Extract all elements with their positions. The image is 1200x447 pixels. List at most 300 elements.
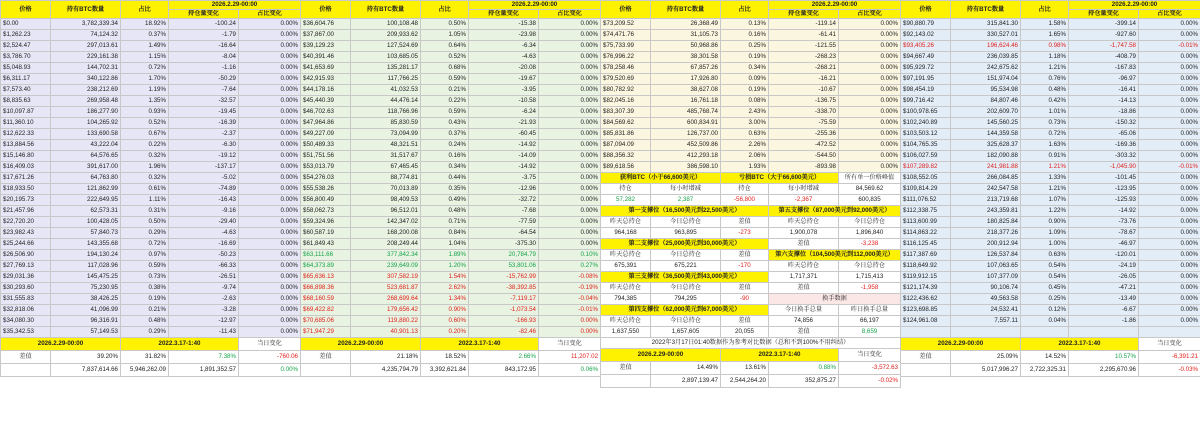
table-cell: 0.00% — [539, 173, 601, 184]
table-cell: $64,373.89 — [301, 261, 351, 272]
table-cell: -50.23 — [169, 250, 239, 261]
table-cell: -3.28 — [169, 305, 239, 316]
table-cell: -544.50 — [769, 151, 839, 162]
table-cell: 1.04% — [421, 239, 469, 250]
table-cell: 0.44% — [421, 173, 469, 184]
table-cell: 1.18% — [1021, 52, 1069, 63]
table-cell: 73,094.99 — [351, 129, 421, 140]
table-cell: 40,901.13 — [351, 327, 421, 338]
summary-cell: 差值 — [769, 327, 839, 338]
table-cell: $17,671.26 — [1, 173, 51, 184]
table-cell: -46.97 — [1069, 239, 1139, 250]
table-cell: 0.00% — [239, 305, 301, 316]
table-cell: 53,801.06 — [469, 261, 539, 272]
table-cell: $44,178.16 — [301, 85, 351, 96]
table-cell: 0.00% — [239, 206, 301, 217]
table-cell: 50,968.86 — [651, 41, 721, 52]
table-cell: $114,863.22 — [901, 228, 951, 239]
table-cell: 64,763.80 — [51, 173, 121, 184]
footer-value: 14.52% — [1021, 351, 1069, 364]
table-cell: 85,830.59 — [351, 118, 421, 129]
table-cell: 168,200.08 — [351, 228, 421, 239]
summary-cell: 794,295 — [651, 294, 721, 305]
footer-date-now: 2026.2.29-00:00 — [301, 338, 421, 351]
table-cell: -9.16 — [169, 206, 239, 217]
footer-day-change: 当日变化 — [839, 349, 901, 362]
table-cell: -167.83 — [1069, 63, 1139, 74]
footer-value: 21.18% — [351, 351, 421, 364]
table-cell: 1.33% — [1021, 173, 1069, 184]
table-cell: $121,174.39 — [901, 283, 951, 294]
table-cell: 0.00% — [539, 30, 601, 41]
table-cell: 0.00% — [839, 19, 901, 30]
header-pct: 占比 — [1021, 1, 1069, 19]
table-cell: 1.58% — [1021, 19, 1069, 30]
table-cell: -101.45 — [1069, 173, 1139, 184]
empty-cell — [901, 327, 951, 338]
table-cell: 57,840.73 — [51, 228, 121, 239]
table-cell: 0.19% — [121, 294, 169, 305]
table-cell: 2.62% — [421, 283, 469, 294]
footer-value: 7.38% — [169, 351, 239, 364]
table-cell: 218,377.26 — [951, 228, 1021, 239]
footer-value: -6,391.21 — [1139, 351, 1200, 364]
table-cell: 196,624.46 — [951, 41, 1021, 52]
summary-cell: 每小时增减 — [769, 184, 839, 195]
table-cell: $11,360.10 — [1, 118, 51, 129]
table-cell: 0.52% — [121, 118, 169, 129]
summary-cell: 1,896,840 — [839, 228, 901, 239]
table-cell: $40,391.46 — [301, 52, 351, 63]
table-cell: 2.26% — [721, 140, 769, 151]
table-cell: 0.37% — [421, 129, 469, 140]
table-cell: 96,316.91 — [51, 316, 121, 327]
table-cell: 0.16% — [721, 30, 769, 41]
table-cell: 236,039.85 — [951, 52, 1021, 63]
block1-table — [0, 0, 301, 377]
table-cell: 452,509.86 — [651, 140, 721, 151]
table-cell: 0.00% — [1139, 283, 1200, 294]
table-cell: 0.25% — [721, 41, 769, 52]
summary-cell: 794,385 — [601, 294, 651, 305]
table-cell: -15.38 — [469, 19, 539, 30]
footer-value: 2,897,139.47 — [651, 375, 721, 388]
table-cell: 0.00% — [239, 107, 301, 118]
table-cell: 0.00% — [539, 239, 601, 250]
table-cell: 0.34% — [421, 162, 469, 173]
table-cell: -0.01% — [1139, 41, 1200, 52]
table-cell: 0.63% — [1021, 250, 1069, 261]
table-cell: $15,146.80 — [1, 151, 51, 162]
table-cell: 0.90% — [421, 305, 469, 316]
header-change: 持仓量变化 — [1069, 10, 1139, 19]
table-cell: -100.24 — [169, 19, 239, 30]
table-cell: -14.09 — [469, 151, 539, 162]
table-cell: -50.29 — [169, 74, 239, 85]
table-cell: $27,769.13 — [1, 261, 51, 272]
table-cell: 0.00% — [539, 217, 601, 228]
summary-cell: -90 — [721, 294, 769, 305]
table-cell: 1.49% — [121, 41, 169, 52]
table-cell: $55,538.26 — [301, 184, 351, 195]
table-cell: -120.01 — [1069, 250, 1139, 261]
header-date: 2026.2.29-00:00 — [1069, 1, 1200, 10]
table-cell: $90,880.79 — [901, 19, 951, 30]
table-cell: 0.00% — [1139, 195, 1200, 206]
footer-value: 39.20% — [51, 351, 121, 364]
table-cell: 268,699.64 — [351, 294, 421, 305]
support-5-label: 第五支撑位（87,000美元到92,000美元） — [769, 206, 901, 217]
table-cell: 0.00% — [839, 118, 901, 129]
summary-cell: 20,055 — [721, 327, 769, 338]
table-cell: $88,356.32 — [601, 151, 651, 162]
summary-cell: 今日总持仓 — [651, 217, 721, 228]
summary-cell: 66,197 — [839, 316, 901, 327]
table-cell: -14.92 — [1069, 206, 1139, 217]
summary-cell: 964,168 — [601, 228, 651, 239]
table-cell: 0.00% — [539, 52, 601, 63]
table-cell: 0.00% — [839, 52, 901, 63]
table-cell: 0.00% — [1139, 305, 1200, 316]
summary-cell: 昨天总持仓 — [601, 283, 651, 294]
table-cell: -64.54 — [469, 228, 539, 239]
table-cell: 119,880.22 — [351, 316, 421, 327]
table-cell: 0.98% — [1021, 41, 1069, 52]
table-cell: 145,560.25 — [951, 118, 1021, 129]
table-cell: 241,981.88 — [951, 162, 1021, 173]
table-cell: 1.00% — [1021, 239, 1069, 250]
table-cell: 1.21% — [1021, 162, 1069, 173]
footer-value: 7,837,614.66 — [51, 364, 121, 377]
table-cell: -14.13 — [1069, 96, 1139, 107]
turnover-label: 换手数据 — [769, 294, 901, 305]
table-cell: 62,573.31 — [51, 206, 121, 217]
table-cell: $3,786.70 — [1, 52, 51, 63]
footer-value — [601, 375, 651, 388]
table-cell: -66.33 — [169, 261, 239, 272]
table-cell: 127,524.69 — [351, 41, 421, 52]
table-cell: 142,347.02 — [351, 217, 421, 228]
summary-cell: 昨日换手总量 — [839, 305, 901, 316]
block2-table — [300, 0, 601, 377]
table-cell: -169.36 — [1069, 140, 1139, 151]
table-cell: 41,096.99 — [51, 305, 121, 316]
header-pct-change: 占比变化 — [839, 10, 901, 19]
table-cell: 7,557.11 — [951, 316, 1021, 327]
table-cell: 0.00% — [1139, 118, 1200, 129]
footer-value — [901, 364, 951, 377]
table-cell: $124,961.08 — [901, 316, 951, 327]
table-cell: -6.30 — [169, 140, 239, 151]
table-cell: 0.00% — [1139, 52, 1200, 63]
footer-value: -760.06 — [239, 351, 301, 364]
table-cell: -20.08 — [469, 63, 539, 74]
table-cell: $34,080.30 — [1, 316, 51, 327]
table-cell: -77.59 — [469, 217, 539, 228]
footer-date-now: 2026.2.29-00:00 — [601, 349, 721, 362]
table-cell: 0.00% — [839, 41, 901, 52]
table-cell: 0.00% — [539, 151, 601, 162]
footer-value: 31.82% — [121, 351, 169, 364]
summary-cell: 74,856 — [769, 316, 839, 327]
table-cell: 0.20% — [421, 327, 469, 338]
table-cell: -32.72 — [469, 195, 539, 206]
table-cell: $18,933.50 — [1, 184, 51, 195]
table-cell: 0.00% — [539, 74, 601, 85]
table-cell: 135,281.17 — [351, 63, 421, 74]
table-cell: -123.95 — [1069, 184, 1139, 195]
footer-day-change: 当日变化 — [239, 338, 301, 351]
table-cell: $16,409.03 — [1, 162, 51, 173]
table-cell: 41,032.53 — [351, 85, 421, 96]
block4 — [900, 0, 1200, 447]
table-cell: $104,765.35 — [901, 140, 951, 151]
table-cell: 0.72% — [1021, 129, 1069, 140]
table-cell: 1.11% — [121, 195, 169, 206]
table-cell: 0.00% — [239, 52, 301, 63]
table-cell: -24.19 — [1069, 261, 1139, 272]
footer-day-change: 当日变化 — [1139, 338, 1200, 351]
footer-value: 14.49% — [651, 362, 721, 375]
table-cell: -7,119.17 — [469, 294, 539, 305]
block3 — [600, 0, 900, 447]
table-cell: 0.00% — [239, 63, 301, 74]
table-cell: 0.00% — [239, 250, 301, 261]
table-cell: 1.09% — [1021, 228, 1069, 239]
table-cell: 1.20% — [421, 261, 469, 272]
table-cell: $46,702.63 — [301, 107, 351, 118]
table-cell: 1.89% — [421, 250, 469, 261]
header-pct: 占比 — [421, 1, 469, 19]
footer-value: 843,172.95 — [469, 364, 539, 377]
table-cell: 0.29% — [121, 228, 169, 239]
table-cell: 0.00% — [239, 173, 301, 184]
table-cell: 95,534.98 — [951, 85, 1021, 96]
table-cell: -0.08% — [539, 272, 601, 283]
header-change: 持仓量变化 — [169, 10, 239, 19]
table-cell: 0.00% — [839, 140, 901, 151]
table-cell: 0.10% — [539, 250, 601, 261]
table-cell: 117,766.25 — [351, 74, 421, 85]
table-cell: 0.00% — [239, 327, 301, 338]
table-cell: 0.00% — [539, 129, 601, 140]
table-cell: $26,506.90 — [1, 250, 51, 261]
table-cell: -338.70 — [769, 107, 839, 118]
table-cell: 1.35% — [121, 96, 169, 107]
summary-cell: -56,800 — [721, 195, 769, 206]
table-cell: $84,569.62 — [601, 118, 651, 129]
table-cell: $21,457.96 — [1, 206, 51, 217]
table-cell: -472.52 — [769, 140, 839, 151]
loss-btc-label: 亏损BTC（大于66,600美元） — [721, 173, 839, 184]
summary-cell: 600,835 — [839, 195, 901, 206]
table-cell: $6,311.17 — [1, 74, 51, 85]
table-cell: 0.32% — [121, 173, 169, 184]
table-cell: -268.23 — [769, 52, 839, 63]
support-3-label: 第三支撑位（36,500美元到43,000美元） — [601, 272, 769, 283]
table-cell: -9.74 — [169, 283, 239, 294]
table-cell: 377,842.34 — [351, 250, 421, 261]
table-cell: 0.12% — [1021, 305, 1069, 316]
table-cell: 266,084.85 — [951, 173, 1021, 184]
table-cell: 0.90% — [1021, 217, 1069, 228]
table-cell: 16,761.18 — [651, 96, 721, 107]
table-cell: 209,933.62 — [351, 30, 421, 41]
table-cell: 0.21% — [121, 305, 169, 316]
table-cell: 0.97% — [121, 250, 169, 261]
table-cell: 143,355.68 — [51, 239, 121, 250]
table-cell: $98,454.19 — [901, 85, 951, 96]
summary-cell: 675,391 — [601, 261, 651, 272]
table-cell: $20,195.73 — [1, 195, 51, 206]
table-cell: $122,436.62 — [901, 294, 951, 305]
table-cell: 0.16% — [421, 151, 469, 162]
table-cell: -1.86 — [1069, 316, 1139, 327]
table-cell: 0.00% — [539, 316, 601, 327]
table-cell: 1.63% — [1021, 140, 1069, 151]
table-cell: -61.41 — [769, 30, 839, 41]
table-cell: 0.00% — [539, 96, 601, 107]
table-cell: 1.19% — [121, 85, 169, 96]
table-cell: -0.19% — [539, 283, 601, 294]
table-cell: $5,048.93 — [1, 63, 51, 74]
header-date: 2026.2.29-00:00 — [769, 1, 901, 10]
table-cell: 0.72% — [121, 239, 169, 250]
table-cell: -18.86 — [1069, 107, 1139, 118]
summary-cell: 昨天总持仓 — [769, 261, 839, 272]
table-cell: $65,636.13 — [301, 272, 351, 283]
table-cell: -14.92 — [469, 140, 539, 151]
table-cell: 31,517.67 — [351, 151, 421, 162]
table-cell: 144,359.58 — [951, 129, 1021, 140]
summary-cell: 差值 — [721, 217, 769, 228]
table-cell: -96.97 — [1069, 74, 1139, 85]
table-cell: 0.00% — [1139, 239, 1200, 250]
table-cell: -29.40 — [169, 217, 239, 228]
table-cell: $106,027.59 — [901, 151, 951, 162]
table-cell: $73,209.52 — [601, 19, 651, 30]
table-cell: -16.64 — [169, 41, 239, 52]
footer-value: 1,891,352.57 — [169, 364, 239, 377]
table-cell: -1.79 — [169, 30, 239, 41]
footer-value: 2,295,670.96 — [1069, 364, 1139, 377]
table-cell: $70,685.06 — [301, 316, 351, 327]
table-cell: 0.00% — [839, 96, 901, 107]
table-cell: 0.00% — [239, 118, 301, 129]
table-cell: $13,884.56 — [1, 140, 51, 151]
table-cell: 0.00% — [539, 162, 601, 173]
table-cell: -4.63 — [469, 52, 539, 63]
table-cell: $63,111.66 — [301, 250, 351, 261]
empty-cell — [1069, 327, 1139, 338]
table-cell: $53,013.79 — [301, 162, 351, 173]
summary-cell: 57,282 — [601, 195, 651, 206]
summary-cell: 今日换手总量 — [769, 305, 839, 316]
table-cell: $35,342.53 — [1, 327, 51, 338]
table-cell: $113,600.99 — [901, 217, 951, 228]
table-cell: $42,915.93 — [301, 74, 351, 85]
summary-cell: 1,657,605 — [651, 327, 721, 338]
table-cell: 0.00% — [539, 19, 601, 30]
table-cell: 1.34% — [421, 294, 469, 305]
table-cell: 1.05% — [421, 30, 469, 41]
table-cell: 126,737.00 — [651, 129, 721, 140]
table-cell: 0.68% — [421, 63, 469, 74]
footer-value — [301, 364, 351, 377]
table-cell: -4.63 — [169, 228, 239, 239]
table-cell: $60,587.19 — [301, 228, 351, 239]
header-change: 持仓量变化 — [469, 10, 539, 19]
table-cell: -26.51 — [169, 272, 239, 283]
table-cell: -3.75 — [469, 173, 539, 184]
table-cell: 0.00% — [239, 316, 301, 327]
footer-value: 5,017,996.27 — [951, 364, 1021, 377]
table-cell: -82.46 — [469, 327, 539, 338]
summary-cell: 8,659 — [839, 327, 901, 338]
footer-value: 2.66% — [469, 351, 539, 364]
table-cell: 1.21% — [1021, 63, 1069, 74]
table-cell: 0.43% — [421, 118, 469, 129]
table-cell: 118,766.96 — [351, 107, 421, 118]
table-cell: $1,262.23 — [1, 30, 51, 41]
table-cell: 44,476.14 — [351, 96, 421, 107]
table-cell: 0.48% — [421, 206, 469, 217]
table-cell: -14.92 — [469, 162, 539, 173]
table-cell: 49,563.58 — [951, 294, 1021, 305]
table-cell: -13.49 — [1069, 294, 1139, 305]
table-cell: $22,720.20 — [1, 217, 51, 228]
table-cell: 0.00% — [1139, 173, 1200, 184]
table-cell: 100,428.05 — [51, 217, 121, 228]
table-cell: 0.34% — [721, 63, 769, 74]
table-cell: -16.41 — [1069, 85, 1139, 96]
summary-cell: 差值 — [769, 239, 839, 250]
table-cell: 391,617.00 — [51, 162, 121, 173]
table-cell: 0.59% — [121, 261, 169, 272]
table-cell: 0.00% — [1139, 217, 1200, 228]
table-cell: 1.07% — [1021, 195, 1069, 206]
table-cell: $112,338.75 — [901, 206, 951, 217]
table-cell: 104,265.92 — [51, 118, 121, 129]
table-cell: 0.04% — [1021, 316, 1069, 327]
table-cell: 0.00% — [1139, 107, 1200, 118]
table-cell: 0.00% — [839, 74, 901, 85]
summary-cell: 差值 — [769, 283, 839, 294]
table-cell: 0.00% — [1139, 272, 1200, 283]
table-cell: $54,276.03 — [301, 173, 351, 184]
table-cell: 186,277.90 — [51, 107, 121, 118]
footer-value: -3,572.63 — [839, 362, 901, 375]
table-cell: -16.69 — [169, 239, 239, 250]
block3-table — [600, 0, 901, 388]
table-cell: 70,013.89 — [351, 184, 421, 195]
table-cell: 0.00% — [839, 30, 901, 41]
table-cell: 485,768.74 — [651, 107, 721, 118]
summary-cell: 675,221 — [651, 261, 721, 272]
table-cell: 18.92% — [121, 19, 169, 30]
table-cell: 88,774.81 — [351, 173, 421, 184]
table-cell: -12.96 — [469, 184, 539, 195]
table-cell: 600,834.91 — [651, 118, 721, 129]
table-cell: $89,618.56 — [601, 162, 651, 173]
table-cell: $25,244.66 — [1, 239, 51, 250]
table-cell: 0.00% — [239, 19, 301, 30]
summary-cell: 差值 — [721, 316, 769, 327]
table-cell: 0.00% — [239, 239, 301, 250]
table-cell: -0.01% — [1139, 162, 1200, 173]
table-cell: -60.45 — [469, 129, 539, 140]
table-cell: 126,537.84 — [951, 250, 1021, 261]
